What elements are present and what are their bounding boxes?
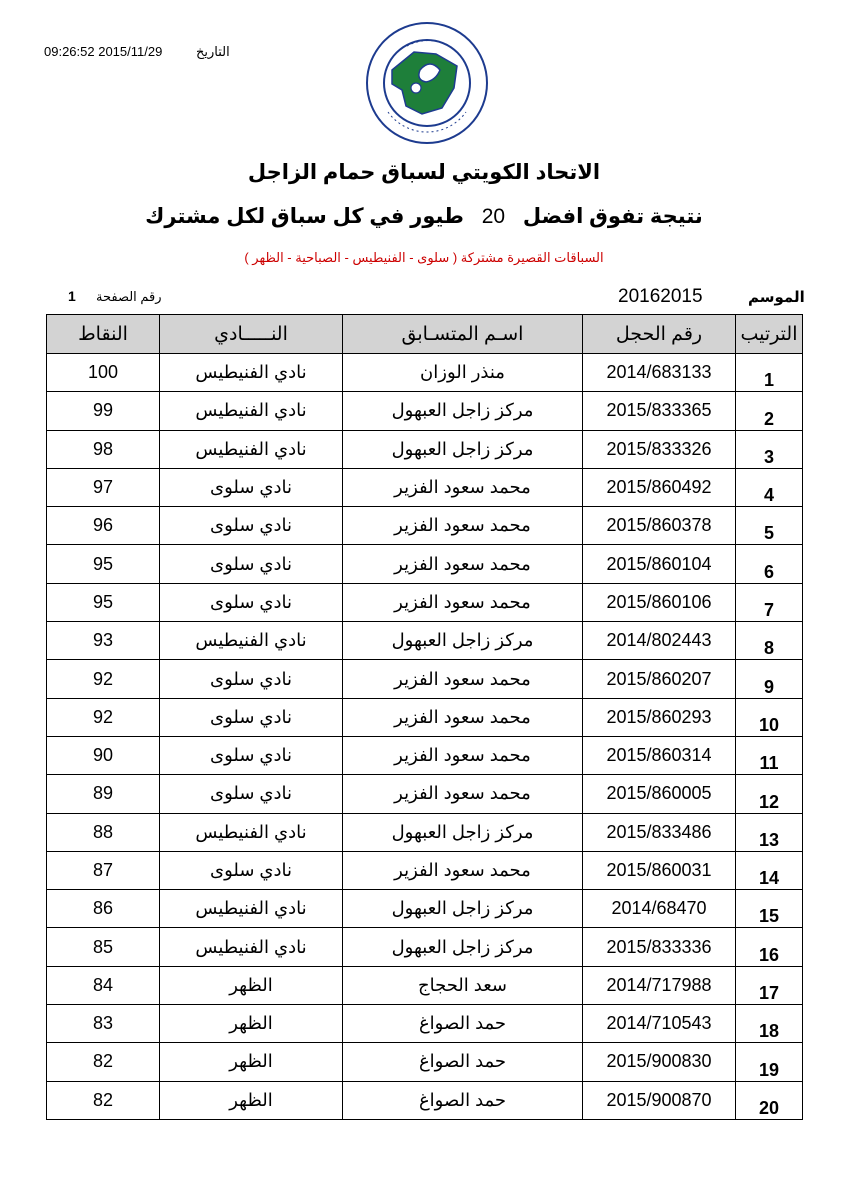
- ring-number-cell: 2015/833326: [583, 430, 736, 468]
- ring-number-cell: 2015/860314: [583, 736, 736, 774]
- ring-number-cell: 2014/710543: [583, 1005, 736, 1043]
- ring-number-cell: 2015/860207: [583, 660, 736, 698]
- club-cell: نادي سلوى: [160, 851, 343, 889]
- report-date-label: التاريخ: [196, 44, 230, 59]
- club-cell: نادي سلوى: [160, 660, 343, 698]
- points-cell: 99: [47, 392, 160, 430]
- table-row: [47, 928, 803, 966]
- federation-logo: [362, 18, 492, 148]
- competitor-name-cell: حمد الصواغ: [343, 1043, 583, 1081]
- table-row: [47, 1081, 803, 1119]
- points-cell: 95: [47, 545, 160, 583]
- rank-cell: 13: [736, 813, 803, 851]
- club-cell: نادي سلوى: [160, 775, 343, 813]
- rank-cell: 8: [736, 622, 803, 660]
- points-cell: 84: [47, 966, 160, 1004]
- ring-number-cell: 2015/833486: [583, 813, 736, 851]
- rank-cell: 15: [736, 890, 803, 928]
- competitor-name-cell: مركز زاجل العبهول: [343, 392, 583, 430]
- table-row: [47, 698, 803, 736]
- competitor-name-cell: مركز زاجل العبهول: [343, 890, 583, 928]
- club-cell: الظهر: [160, 966, 343, 1004]
- page-number: 1: [68, 288, 76, 304]
- points-cell: 97: [47, 468, 160, 506]
- club-cell: نادي الفنيطيس: [160, 430, 343, 468]
- club-cell: نادي سلوى: [160, 507, 343, 545]
- club-cell: نادي سلوى: [160, 545, 343, 583]
- ring-number-cell: 2015/833365: [583, 392, 736, 430]
- rank-cell: 18: [736, 1005, 803, 1043]
- table-row: [47, 354, 803, 392]
- points-cell: 96: [47, 507, 160, 545]
- competitor-name-cell: مركز زاجل العبهول: [343, 430, 583, 468]
- club-cell: نادي الفنيطيس: [160, 890, 343, 928]
- rank-cell: 14: [736, 851, 803, 889]
- competitor-name-cell: محمد سعود الفزير: [343, 775, 583, 813]
- club-cell: نادي الفنيطيس: [160, 354, 343, 392]
- rank-cell: 12: [736, 775, 803, 813]
- ring-number-cell: 2015/860293: [583, 698, 736, 736]
- column-header-rank: الترتيب: [736, 315, 803, 354]
- table-row: [47, 851, 803, 889]
- results-table: [46, 314, 803, 1120]
- season-label: الموسم: [748, 289, 805, 306]
- points-cell: 83: [47, 1005, 160, 1043]
- competitor-name-cell: منذر الوزان: [343, 354, 583, 392]
- rank-cell: 2: [736, 392, 803, 430]
- club-cell: نادي الفنيطيس: [160, 813, 343, 851]
- points-cell: 89: [47, 775, 160, 813]
- points-cell: 93: [47, 622, 160, 660]
- competitor-name-cell: مركز زاجل العبهول: [343, 813, 583, 851]
- ring-number-cell: 2014/717988: [583, 966, 736, 1004]
- ring-number-cell: 2015/860106: [583, 583, 736, 621]
- ring-number-cell: 2015/860104: [583, 545, 736, 583]
- ring-number-cell: 2015/860378: [583, 507, 736, 545]
- season-value: 20162015: [618, 286, 703, 307]
- table-row: [47, 775, 803, 813]
- ring-number-cell: 2015/900870: [583, 1081, 736, 1119]
- column-header-club: النـــــادي: [160, 315, 343, 354]
- table-row: [47, 660, 803, 698]
- table-row: [47, 545, 803, 583]
- competitor-name-cell: مركز زاجل العبهول: [343, 928, 583, 966]
- table-row: [47, 1043, 803, 1081]
- points-cell: 98: [47, 430, 160, 468]
- points-cell: 82: [47, 1043, 160, 1081]
- rank-cell: 16: [736, 928, 803, 966]
- table-row: [47, 583, 803, 621]
- table-row: [47, 736, 803, 774]
- ring-number-cell: 2015/860031: [583, 851, 736, 889]
- competitor-name-cell: مركز زاجل العبهول: [343, 622, 583, 660]
- club-cell: نادي الفنيطيس: [160, 392, 343, 430]
- table-row: [47, 890, 803, 928]
- points-cell: 87: [47, 851, 160, 889]
- points-cell: 90: [47, 736, 160, 774]
- rank-cell: 17: [736, 966, 803, 1004]
- club-cell: نادي سلوى: [160, 698, 343, 736]
- races-subtitle: السباقات القصيرة مشتركة ( سلوى - الفنيطيس - الصباحية - الظهر ): [244, 250, 604, 265]
- club-cell: الظهر: [160, 1081, 343, 1119]
- points-cell: 85: [47, 928, 160, 966]
- subtitle-part-a: نتيجة تفوق افضل: [522, 205, 703, 228]
- report-date: 09:26:52 2015/11/29: [44, 44, 163, 59]
- points-cell: 92: [47, 660, 160, 698]
- points-cell: 82: [47, 1081, 160, 1119]
- competitor-name-cell: سعد الحجاج: [343, 966, 583, 1004]
- ring-number-cell: 2015/833336: [583, 928, 736, 966]
- ring-number-cell: 2015/900830: [583, 1043, 736, 1081]
- page-subtitle: [0, 204, 848, 229]
- column-header-ring: رقم الحجل: [583, 315, 736, 354]
- ring-number-cell: 2014/802443: [583, 622, 736, 660]
- points-cell: 88: [47, 813, 160, 851]
- ring-number-cell: 2014/683133: [583, 354, 736, 392]
- competitor-name-cell: حمد الصواغ: [343, 1005, 583, 1043]
- competitor-name-cell: محمد سعود الفزير: [343, 698, 583, 736]
- table-row: [47, 430, 803, 468]
- points-cell: 92: [47, 698, 160, 736]
- rank-cell: 5: [736, 507, 803, 545]
- table-header-row: [47, 315, 803, 354]
- table-row: [47, 813, 803, 851]
- club-cell: نادي سلوى: [160, 736, 343, 774]
- competitor-name-cell: محمد سعود الفزير: [343, 851, 583, 889]
- rank-cell: 4: [736, 468, 803, 506]
- table-row: [47, 966, 803, 1004]
- ring-number-cell: 2015/860492: [583, 468, 736, 506]
- rank-cell: 3: [736, 430, 803, 468]
- top-count: 20: [481, 205, 506, 228]
- table-row: [47, 507, 803, 545]
- club-cell: الظهر: [160, 1005, 343, 1043]
- page-number-label: رقم الصفحة: [96, 289, 162, 304]
- subtitle-part-b: طيور في كل سباق لكل مشترك: [145, 205, 464, 228]
- rank-cell: 7: [736, 583, 803, 621]
- club-cell: نادي سلوى: [160, 583, 343, 621]
- table-row: [47, 468, 803, 506]
- ring-number-cell: 2014/68470: [583, 890, 736, 928]
- club-cell: نادي الفنيطيس: [160, 622, 343, 660]
- page-title: الاتحاد الكويتي لسباق حمام الزاجل: [247, 161, 601, 184]
- points-cell: 95: [47, 583, 160, 621]
- points-cell: 86: [47, 890, 160, 928]
- rank-cell: 6: [736, 545, 803, 583]
- competitor-name-cell: محمد سعود الفزير: [343, 736, 583, 774]
- points-cell: 100: [47, 354, 160, 392]
- rank-cell: 19: [736, 1043, 803, 1081]
- competitor-name-cell: محمد سعود الفزير: [343, 507, 583, 545]
- club-cell: الظهر: [160, 1043, 343, 1081]
- column-header-points: النقاط: [47, 315, 160, 354]
- rank-cell: 20: [736, 1081, 803, 1119]
- table-row: [47, 622, 803, 660]
- table-row: [47, 1005, 803, 1043]
- competitor-name-cell: حمد الصواغ: [343, 1081, 583, 1119]
- rank-cell: 1: [736, 354, 803, 392]
- ring-number-cell: 2015/860005: [583, 775, 736, 813]
- competitor-name-cell: محمد سعود الفزير: [343, 545, 583, 583]
- club-cell: نادي سلوى: [160, 468, 343, 506]
- competitor-name-cell: محمد سعود الفزير: [343, 468, 583, 506]
- rank-cell: 9: [736, 660, 803, 698]
- competitor-name-cell: محمد سعود الفزير: [343, 583, 583, 621]
- rank-cell: 11: [736, 736, 803, 774]
- column-header-name: اسـم المتسـابق: [343, 315, 583, 354]
- table-row: [47, 392, 803, 430]
- club-cell: نادي الفنيطيس: [160, 928, 343, 966]
- competitor-name-cell: محمد سعود الفزير: [343, 660, 583, 698]
- rank-cell: 10: [736, 698, 803, 736]
